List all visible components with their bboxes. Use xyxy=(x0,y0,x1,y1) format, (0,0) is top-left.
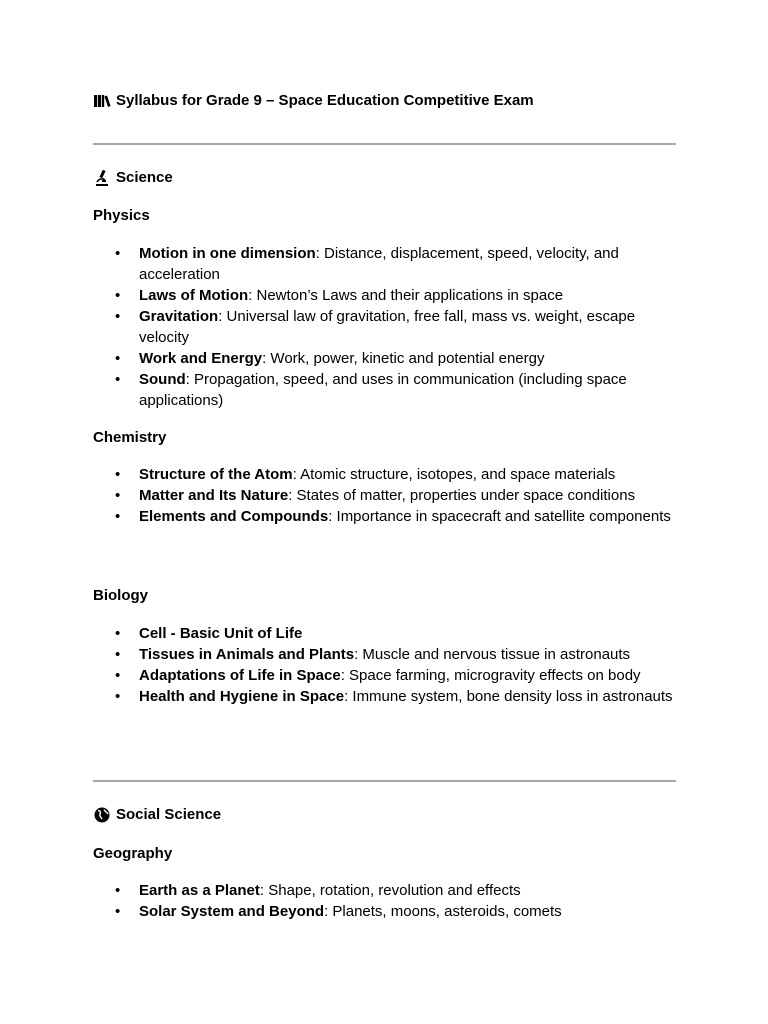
item-description: : Propagation, speed, and uses in communication (including space applications) xyxy=(139,371,627,409)
list-item xyxy=(93,369,676,411)
item-term: Structure of the Atom xyxy=(139,466,293,483)
list-item xyxy=(93,686,676,707)
item-description: : Planets, moons, asteroids, comets xyxy=(324,903,562,920)
subsection-chemistry: Chemistry xyxy=(93,429,167,446)
list-item xyxy=(93,464,676,485)
list-item xyxy=(93,880,676,901)
item-term: Adaptations of Life in Space xyxy=(139,667,341,684)
physics-list xyxy=(93,243,676,411)
list-item xyxy=(93,901,676,922)
item-term: Health and Hygiene in Space xyxy=(139,688,345,705)
list-item xyxy=(93,665,676,686)
document-title-text: Syllabus for Grade 9 – Space Education Competitive Exam xyxy=(116,92,534,109)
item-term: Work and Energy xyxy=(139,350,263,367)
item-term: Solar System and Beyond xyxy=(139,903,325,920)
list-item xyxy=(93,348,676,369)
chemistry-list xyxy=(93,464,676,527)
subsection-physics: Physics xyxy=(93,207,150,224)
list-item xyxy=(93,306,676,348)
item-description: : Shape, rotation, revolution and effects xyxy=(259,882,521,899)
microscope-icon xyxy=(93,169,111,187)
list-item xyxy=(93,285,676,306)
divider xyxy=(93,143,676,145)
item-description: : Work, power, kinetic and potential energy xyxy=(262,350,545,367)
section-science xyxy=(93,167,173,188)
list-item xyxy=(93,506,676,527)
list-item xyxy=(93,243,676,285)
geography-list xyxy=(93,880,676,922)
item-description: : Universal law of gravitation, free fall, mass vs. weight, escape velocity xyxy=(139,308,636,346)
item-term: Tissues in Animals and Plants xyxy=(139,646,355,663)
section-science-title: Science xyxy=(116,169,173,186)
subsection-biology: Biology xyxy=(93,587,148,604)
globe-icon xyxy=(93,806,111,824)
books-icon xyxy=(93,92,111,110)
item-term: Motion in one dimension xyxy=(139,245,316,262)
item-description: : Newton’s Laws and their applications in space xyxy=(248,287,564,304)
item-description: : Distance, displacement, speed, velocity, and acceleration xyxy=(139,245,619,283)
divider xyxy=(93,780,676,782)
list-item xyxy=(93,623,676,644)
subsection-geography: Geography xyxy=(93,845,173,862)
document-title xyxy=(93,90,534,111)
item-description: : Space farming, microgravity effects on body xyxy=(340,667,641,684)
item-term: Elements and Compounds xyxy=(139,508,329,525)
item-term: Gravitation xyxy=(139,308,219,325)
item-term: Earth as a Planet xyxy=(139,882,260,899)
item-description: : Atomic structure, isotopes, and space materials xyxy=(292,466,616,483)
item-description: : Muscle and nervous tissue in astronauts xyxy=(354,646,631,663)
list-item xyxy=(93,485,676,506)
item-term: Sound xyxy=(139,371,186,388)
biology-list xyxy=(93,623,676,707)
section-social-science-title: Social Science xyxy=(116,806,222,823)
item-term: Cell - Basic Unit of Life xyxy=(139,625,303,642)
item-term: Laws of Motion xyxy=(139,287,249,304)
list-item xyxy=(93,644,676,665)
item-description: : States of matter, properties under space conditions xyxy=(288,487,636,504)
item-description: : Immune system, bone density loss in astronauts xyxy=(344,688,673,705)
item-description: : Importance in spacecraft and satellite components xyxy=(328,508,671,525)
item-term: Matter and Its Nature xyxy=(139,487,289,504)
section-social-science xyxy=(93,804,221,825)
